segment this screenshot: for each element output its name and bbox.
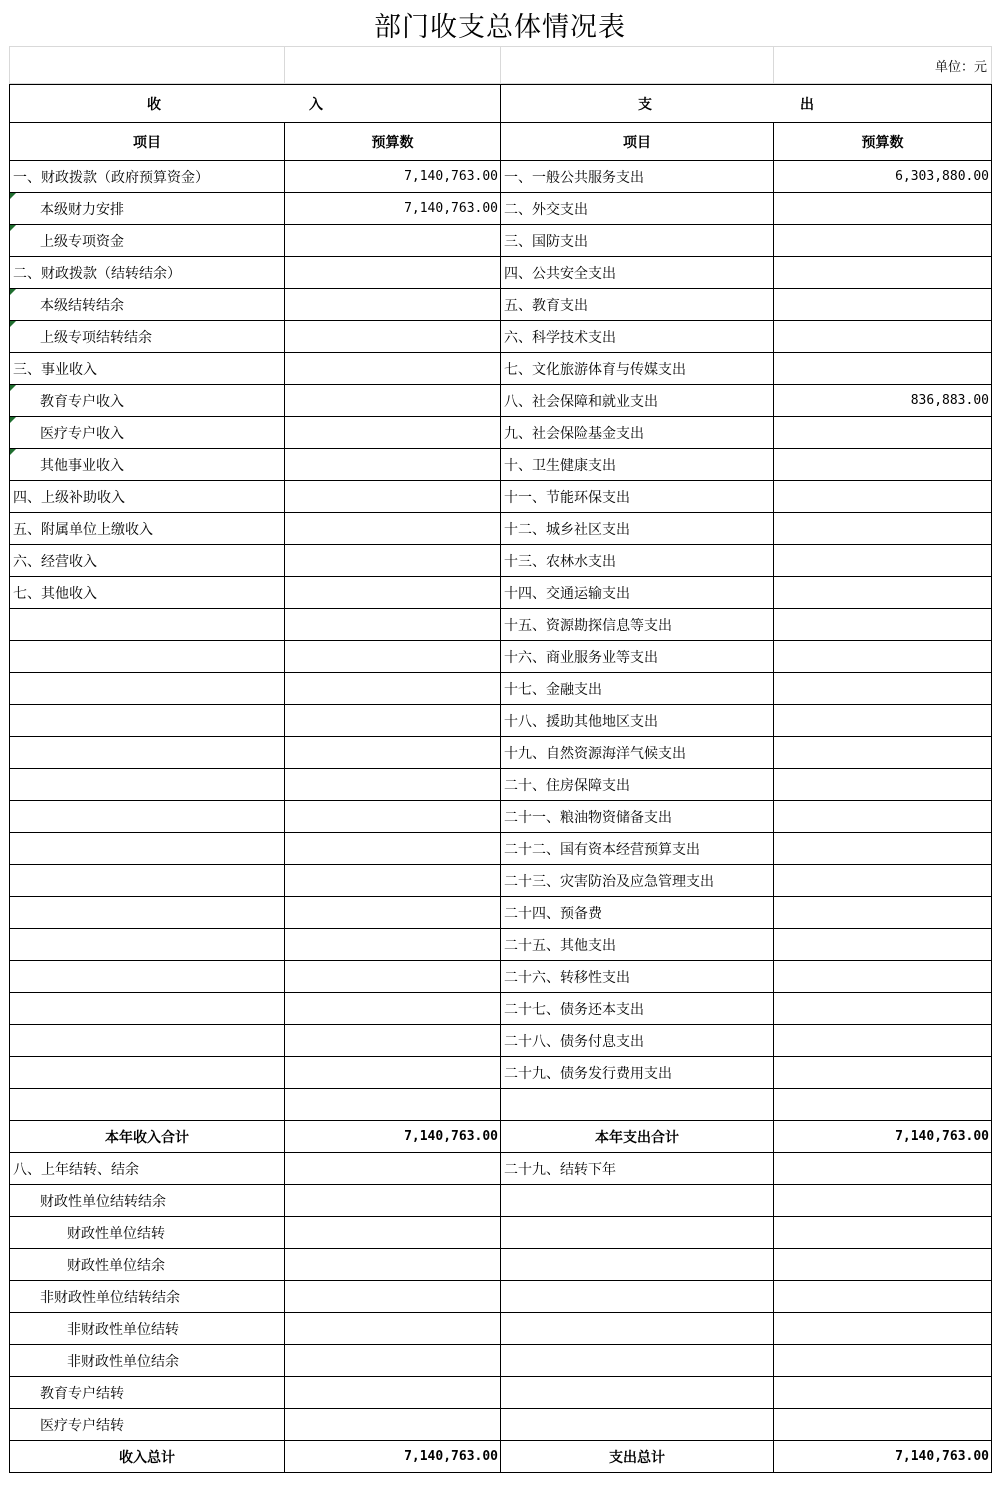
carry-income-value-cell[interactable] [285, 1409, 501, 1441]
income-value-cell[interactable] [285, 225, 501, 257]
carry-expense-item-cell[interactable] [501, 1217, 774, 1249]
expense-item-cell[interactable] [501, 737, 774, 769]
income-item-cell[interactable] [10, 929, 285, 961]
expense-item-cell-text: 二十九、债务发行费用支出 [504, 1065, 672, 1082]
expense-item-cell-text: 八、社会保障和就业支出 [504, 393, 658, 410]
expense-item-cell-text: 十七、金融支出 [504, 681, 602, 698]
income-value-cell[interactable] [285, 577, 501, 609]
carry-income-item-cell[interactable] [10, 1345, 285, 1377]
cell-comment-marker [10, 417, 16, 423]
carry-income-item-cell-text: 八、上年结转、结余 [13, 1161, 139, 1178]
income-value-cell[interactable] [285, 705, 501, 737]
income-year-total-value[interactable]: 7,140,763.00 [285, 1121, 501, 1153]
expense-grand-total-value[interactable]: 7,140,763.00 [774, 1441, 992, 1473]
income-value-cell[interactable] [285, 321, 501, 353]
income-value-cell[interactable] [285, 417, 501, 449]
expense-value-cell[interactable] [774, 1089, 992, 1121]
table-row [10, 257, 992, 289]
income-item-cell[interactable] [10, 385, 285, 417]
expense-item-cell-text: 十二、城乡社区支出 [504, 521, 630, 538]
expense-item-cell-text: 十、卫生健康支出 [504, 457, 616, 474]
income-item-cell[interactable] [10, 801, 285, 833]
expense-item-cell-text: 五、教育支出 [504, 297, 588, 314]
expense-item-cell-text: 十三、农林水支出 [504, 553, 616, 570]
expense-value-cell[interactable] [774, 865, 992, 897]
table-row [10, 193, 992, 225]
table-row [10, 161, 992, 193]
income-value-cell[interactable] [285, 865, 501, 897]
carry-expense-value-cell[interactable] [774, 1249, 992, 1281]
unit-row [10, 47, 992, 84]
income-item-cell-text: 本级财力安排 [40, 201, 124, 218]
expense-value-cell[interactable] [774, 993, 992, 1025]
expense-value-cell[interactable] [774, 385, 992, 417]
table-row [10, 289, 992, 321]
expense-item-cell[interactable] [501, 193, 774, 225]
income-item-cell[interactable] [10, 993, 285, 1025]
income-item-cell[interactable] [10, 1057, 285, 1089]
carry-income-item-cell[interactable] [10, 1409, 285, 1441]
expense-value-cell[interactable] [774, 641, 992, 673]
income-value-cell[interactable] [285, 193, 501, 225]
expense-item-cell[interactable] [501, 353, 774, 385]
carry-expense-item-cell[interactable] [501, 1377, 774, 1409]
income-item-cell[interactable] [10, 289, 285, 321]
expense-item-cell-text: 二十四、预备费 [504, 905, 602, 922]
income-value-cell[interactable] [285, 481, 501, 513]
expense-item-cell[interactable] [501, 385, 774, 417]
carryover-row [10, 1313, 992, 1345]
expense-item-cell-text: 十九、自然资源海洋气候支出 [504, 745, 686, 762]
expense-item-cell[interactable] [501, 1025, 774, 1057]
income-item-cell[interactable] [10, 225, 285, 257]
carryover-row [10, 1377, 992, 1409]
expense-value-cell[interactable] [774, 545, 992, 577]
carry-income-item-cell[interactable] [10, 1153, 285, 1185]
blank-cell[interactable] [10, 47, 285, 84]
expense-item-cell[interactable] [501, 417, 774, 449]
income-value-cell[interactable] [285, 961, 501, 993]
table-row [10, 481, 992, 513]
income-item-cell[interactable] [10, 1025, 285, 1057]
income-value-cell[interactable] [285, 769, 501, 801]
expense-item-cell[interactable] [501, 321, 774, 353]
table-row [10, 833, 992, 865]
table-row [10, 705, 992, 737]
carryover-row [10, 1281, 992, 1313]
expense-item-cell-text: 二十三、灾害防治及应急管理支出 [504, 873, 714, 890]
income-value-cell[interactable] [285, 929, 501, 961]
carry-expense-item-cell[interactable] [501, 1345, 774, 1377]
carryover-row [10, 1345, 992, 1377]
expense-item-cell[interactable] [501, 1089, 774, 1121]
expense-grand-total-label[interactable]: 支出总计 [501, 1441, 774, 1473]
income-item-cell[interactable] [10, 1089, 285, 1121]
carry-income-value-cell[interactable] [285, 1313, 501, 1345]
expense-value-cell[interactable] [774, 897, 992, 929]
expense-item-cell[interactable] [501, 513, 774, 545]
income-value-cell-text: 7,140,763.00 [404, 169, 498, 184]
carry-income-value-cell[interactable] [285, 1185, 501, 1217]
carryover-row [10, 1409, 992, 1441]
carry-income-item-cell-text: 财政性单位结转 [67, 1225, 165, 1242]
income-value-cell-text: 7,140,763.00 [404, 201, 498, 216]
income-item-cell[interactable] [10, 257, 285, 289]
income-value-cell[interactable] [285, 161, 501, 193]
carry-income-item-cell-text: 非财政性单位结余 [67, 1353, 179, 1370]
carry-income-item-cell[interactable] [10, 1185, 285, 1217]
expense-item-cell[interactable] [501, 801, 774, 833]
expense-item-cell[interactable] [501, 225, 774, 257]
income-item-cell-text: 三、事业收入 [13, 361, 97, 378]
expense-item-cell-text: 二十五、其他支出 [504, 937, 616, 954]
table-row [10, 609, 992, 641]
cell-comment-marker [10, 321, 16, 327]
expense-item-cell[interactable] [501, 161, 774, 193]
income-item-cell[interactable] [10, 193, 285, 225]
expense-budget-header[interactable]: 预算数 [774, 123, 992, 161]
expense-item-cell-text: 二十六、转移性支出 [504, 969, 630, 986]
carry-expense-value-cell[interactable] [774, 1377, 992, 1409]
income-item-cell[interactable] [10, 481, 285, 513]
income-year-total-label[interactable]: 本年收入合计 [10, 1121, 285, 1153]
income-item-cell[interactable] [10, 673, 285, 705]
income-value-cell[interactable] [285, 673, 501, 705]
table-row [10, 673, 992, 705]
expense-item-cell-text: 二十七、债务还本支出 [504, 1001, 644, 1018]
income-item-cell-text: 其他事业收入 [40, 457, 124, 474]
expense-value-cell[interactable] [774, 833, 992, 865]
expense-value-cell[interactable] [774, 673, 992, 705]
expense-item-header[interactable]: 项目 [501, 123, 774, 161]
income-item-cell[interactable] [10, 737, 285, 769]
table-row [10, 1057, 992, 1089]
carry-income-item-cell-text: 医疗专户结转 [40, 1417, 124, 1434]
carry-income-item-cell[interactable] [10, 1249, 285, 1281]
carry-income-value-cell[interactable] [285, 1281, 501, 1313]
table-row [10, 961, 992, 993]
expense-value-cell[interactable] [774, 737, 992, 769]
year-total-row [10, 1121, 992, 1153]
income-item-cell[interactable] [10, 961, 285, 993]
expense-value-cell[interactable] [774, 321, 992, 353]
income-item-cell[interactable] [10, 353, 285, 385]
income-item-cell[interactable] [10, 769, 285, 801]
income-item-cell[interactable] [10, 705, 285, 737]
income-budget-header[interactable]: 预算数 [285, 123, 501, 161]
expense-item-cell-text: 六、科学技术支出 [504, 329, 616, 346]
cell-comment-marker [10, 385, 16, 391]
blank-cell[interactable] [501, 47, 774, 84]
income-item-cell[interactable] [10, 321, 285, 353]
income-value-cell[interactable] [285, 289, 501, 321]
income-item-cell[interactable] [10, 513, 285, 545]
income-expense-table [9, 84, 992, 1473]
expense-item-cell[interactable] [501, 641, 774, 673]
expense-item-cell[interactable] [501, 289, 774, 321]
expense-item-cell-text: 九、社会保险基金支出 [504, 425, 644, 442]
carry-income-item-cell[interactable] [10, 1313, 285, 1345]
expense-value-cell-text: 6,303,880.00 [895, 169, 989, 184]
grand-total-row [10, 1441, 992, 1473]
carry-expense-value-cell[interactable] [774, 1313, 992, 1345]
income-item-cell-text: 七、其他收入 [13, 585, 97, 602]
carryover-row [10, 1217, 992, 1249]
expense-value-cell[interactable] [774, 769, 992, 801]
unit-table [9, 46, 992, 84]
income-item-cell[interactable] [10, 897, 285, 929]
expense-item-cell[interactable] [501, 929, 774, 961]
carry-income-value-cell[interactable] [285, 1153, 501, 1185]
income-item-cell-text: 一、财政拨款（政府预算资金） [13, 169, 209, 186]
table-row [10, 449, 992, 481]
carry-income-item-cell[interactable] [10, 1377, 285, 1409]
income-item-cell[interactable] [10, 865, 285, 897]
expense-item-cell[interactable] [501, 769, 774, 801]
income-value-cell[interactable] [285, 897, 501, 929]
carry-expense-value-cell[interactable] [774, 1281, 992, 1313]
blank-cell[interactable] [285, 47, 501, 84]
income-item-cell-text: 二、财政拨款（结转结余） [13, 265, 181, 282]
carry-income-item-cell[interactable] [10, 1217, 285, 1249]
carry-income-item-cell-text: 财政性单位结转结余 [40, 1193, 166, 1210]
expense-value-cell[interactable] [774, 257, 992, 289]
expense-item-cell-text: 二十一、粮油物资储备支出 [504, 809, 672, 826]
table-row [10, 1089, 992, 1121]
expense-header[interactable]: 支 出 [501, 85, 992, 123]
expense-value-cell[interactable] [774, 801, 992, 833]
income-value-cell[interactable] [285, 1025, 501, 1057]
expense-item-cell-text: 四、公共安全支出 [504, 265, 616, 282]
income-value-cell[interactable] [285, 353, 501, 385]
carry-expense-item-cell[interactable] [501, 1185, 774, 1217]
income-value-cell[interactable] [285, 737, 501, 769]
income-value-cell[interactable] [285, 545, 501, 577]
expense-item-cell[interactable] [501, 481, 774, 513]
expense-item-cell[interactable] [501, 1057, 774, 1089]
income-item-cell[interactable] [10, 833, 285, 865]
table-row [10, 737, 992, 769]
carry-income-item-cell-text: 财政性单位结余 [67, 1257, 165, 1274]
income-header[interactable]: 收 入 [10, 85, 501, 123]
income-value-cell[interactable] [285, 449, 501, 481]
table-row [10, 225, 992, 257]
table-row [10, 577, 992, 609]
table-row [10, 385, 992, 417]
expense-item-cell-text: 二十二、国有资本经营预算支出 [504, 841, 700, 858]
expense-item-cell-text: 三、国防支出 [504, 233, 588, 250]
expense-value-cell[interactable] [774, 513, 992, 545]
carry-expense-item-cell[interactable] [501, 1153, 774, 1185]
income-value-cell[interactable] [285, 993, 501, 1025]
carry-expense-item-cell[interactable] [501, 1249, 774, 1281]
table-row [10, 513, 992, 545]
income-value-cell[interactable] [285, 833, 501, 865]
section-header-row [10, 85, 992, 123]
carryover-row [10, 1185, 992, 1217]
income-value-cell[interactable] [285, 801, 501, 833]
expense-value-cell[interactable] [774, 705, 992, 737]
income-item-cell-text: 本级结转结余 [40, 297, 124, 314]
income-value-cell[interactable] [285, 1089, 501, 1121]
income-item-cell[interactable] [10, 577, 285, 609]
expense-item-cell[interactable] [501, 705, 774, 737]
expense-item-cell-text: 十一、节能环保支出 [504, 489, 630, 506]
column-header-row [10, 123, 992, 161]
table-row [10, 865, 992, 897]
table-row [10, 993, 992, 1025]
income-item-cell-text: 教育专户收入 [40, 393, 124, 410]
income-item-cell-text: 上级专项资金 [40, 233, 124, 250]
expense-item-cell-text: 七、文化旅游体育与传媒支出 [504, 361, 686, 378]
table-row [10, 321, 992, 353]
expense-item-cell[interactable] [501, 673, 774, 705]
carry-income-value-cell[interactable] [285, 1249, 501, 1281]
expense-item-cell[interactable] [501, 833, 774, 865]
expense-value-cell[interactable] [774, 961, 992, 993]
income-item-cell-text: 五、附属单位上缴收入 [13, 521, 153, 538]
expense-item-cell[interactable] [501, 897, 774, 929]
cell-comment-marker [10, 193, 16, 199]
carryover-rows [10, 1153, 992, 1441]
unit-label[interactable]: 单位：元 [774, 47, 992, 84]
carry-expense-value-cell[interactable] [774, 1409, 992, 1441]
income-item-cell[interactable] [10, 449, 285, 481]
expense-value-cell[interactable] [774, 1025, 992, 1057]
expense-item-cell[interactable] [501, 545, 774, 577]
carryover-row [10, 1249, 992, 1281]
expense-item-cell[interactable] [501, 577, 774, 609]
carry-income-value-cell[interactable] [285, 1377, 501, 1409]
expense-value-cell[interactable] [774, 225, 992, 257]
income-value-cell[interactable] [285, 513, 501, 545]
income-item-cell-text: 医疗专户收入 [40, 425, 124, 442]
expense-value-cell[interactable] [774, 929, 992, 961]
cell-comment-marker [10, 225, 16, 231]
table-row [10, 545, 992, 577]
table-row [10, 1025, 992, 1057]
expense-value-cell[interactable] [774, 609, 992, 641]
expense-item-cell[interactable] [501, 609, 774, 641]
carry-expense-value-cell[interactable] [774, 1153, 992, 1185]
expense-item-cell[interactable] [501, 449, 774, 481]
income-item-cell[interactable] [10, 609, 285, 641]
income-item-cell[interactable] [10, 417, 285, 449]
expense-value-cell[interactable] [774, 353, 992, 385]
income-item-cell-text: 六、经营收入 [13, 553, 97, 570]
expense-value-cell-text: 836,883.00 [910, 393, 989, 408]
expense-item-cell-text: 二、外交支出 [504, 201, 588, 218]
carry-income-item-cell[interactable] [10, 1281, 285, 1313]
carry-expense-item-cell-text: 二十九、结转下年 [504, 1161, 616, 1178]
expense-item-cell-text: 十八、援助其他地区支出 [504, 713, 658, 730]
table-row [10, 641, 992, 673]
table-row [10, 769, 992, 801]
carry-expense-item-cell[interactable] [501, 1409, 774, 1441]
expense-value-cell[interactable] [774, 193, 992, 225]
expense-value-cell[interactable] [774, 481, 992, 513]
expense-value-cell[interactable] [774, 417, 992, 449]
income-value-cell[interactable] [285, 257, 501, 289]
expense-item-cell-text: 二十八、债务付息支出 [504, 1033, 644, 1050]
expense-item-cell[interactable] [501, 257, 774, 289]
expense-value-cell[interactable] [774, 161, 992, 193]
income-item-cell[interactable] [10, 641, 285, 673]
cell-comment-marker [10, 289, 16, 295]
carry-income-item-cell-text: 非财政性单位结转 [67, 1321, 179, 1338]
body-rows [10, 161, 992, 1121]
expense-item-cell[interactable] [501, 865, 774, 897]
expense-item-cell[interactable] [501, 993, 774, 1025]
expense-year-total-label[interactable]: 本年支出合计 [501, 1121, 774, 1153]
income-value-cell[interactable] [285, 385, 501, 417]
table-row [10, 417, 992, 449]
carryover-row [10, 1153, 992, 1185]
table-row [10, 897, 992, 929]
cell-comment-marker [10, 449, 16, 455]
carry-expense-value-cell[interactable] [774, 1345, 992, 1377]
expense-item-cell-text: 十五、资源勘探信息等支出 [504, 617, 672, 634]
carry-expense-item-cell[interactable] [501, 1313, 774, 1345]
expense-value-cell[interactable] [774, 289, 992, 321]
expense-item-cell-text: 二十、住房保障支出 [504, 777, 630, 794]
expense-value-cell[interactable] [774, 449, 992, 481]
expense-value-cell[interactable] [774, 577, 992, 609]
table-row [10, 353, 992, 385]
expense-year-total-value[interactable]: 7,140,763.00 [774, 1121, 992, 1153]
carry-income-value-cell[interactable] [285, 1345, 501, 1377]
income-value-cell[interactable] [285, 641, 501, 673]
carry-expense-value-cell[interactable] [774, 1217, 992, 1249]
income-item-header[interactable]: 项目 [10, 123, 285, 161]
expense-item-cell[interactable] [501, 961, 774, 993]
expense-item-cell-text: 十六、商业服务业等支出 [504, 649, 658, 666]
budget-sheet [9, 6, 991, 1473]
carry-expense-value-cell[interactable] [774, 1185, 992, 1217]
carry-expense-item-cell[interactable] [501, 1281, 774, 1313]
page-title: 部门收支总体情况表 [374, 12, 626, 43]
income-item-cell-text: 四、上级补助收入 [13, 489, 125, 506]
income-grand-total-value[interactable]: 7,140,763.00 [285, 1441, 501, 1473]
income-item-cell-text: 上级专项结转结余 [40, 329, 152, 346]
expense-item-cell-text: 十四、交通运输支出 [504, 585, 630, 602]
income-value-cell[interactable] [285, 1057, 501, 1089]
carry-income-item-cell-text: 教育专户结转 [40, 1385, 124, 1402]
carry-income-value-cell[interactable] [285, 1217, 501, 1249]
table-row [10, 929, 992, 961]
expense-value-cell[interactable] [774, 1057, 992, 1089]
income-grand-total-label[interactable]: 收入总计 [10, 1441, 285, 1473]
income-value-cell[interactable] [285, 609, 501, 641]
carry-income-item-cell-text: 非财政性单位结转结余 [40, 1289, 180, 1306]
income-item-cell[interactable] [10, 545, 285, 577]
table-row [10, 801, 992, 833]
income-item-cell[interactable] [10, 161, 285, 193]
expense-item-cell-text: 一、一般公共服务支出 [504, 169, 644, 186]
